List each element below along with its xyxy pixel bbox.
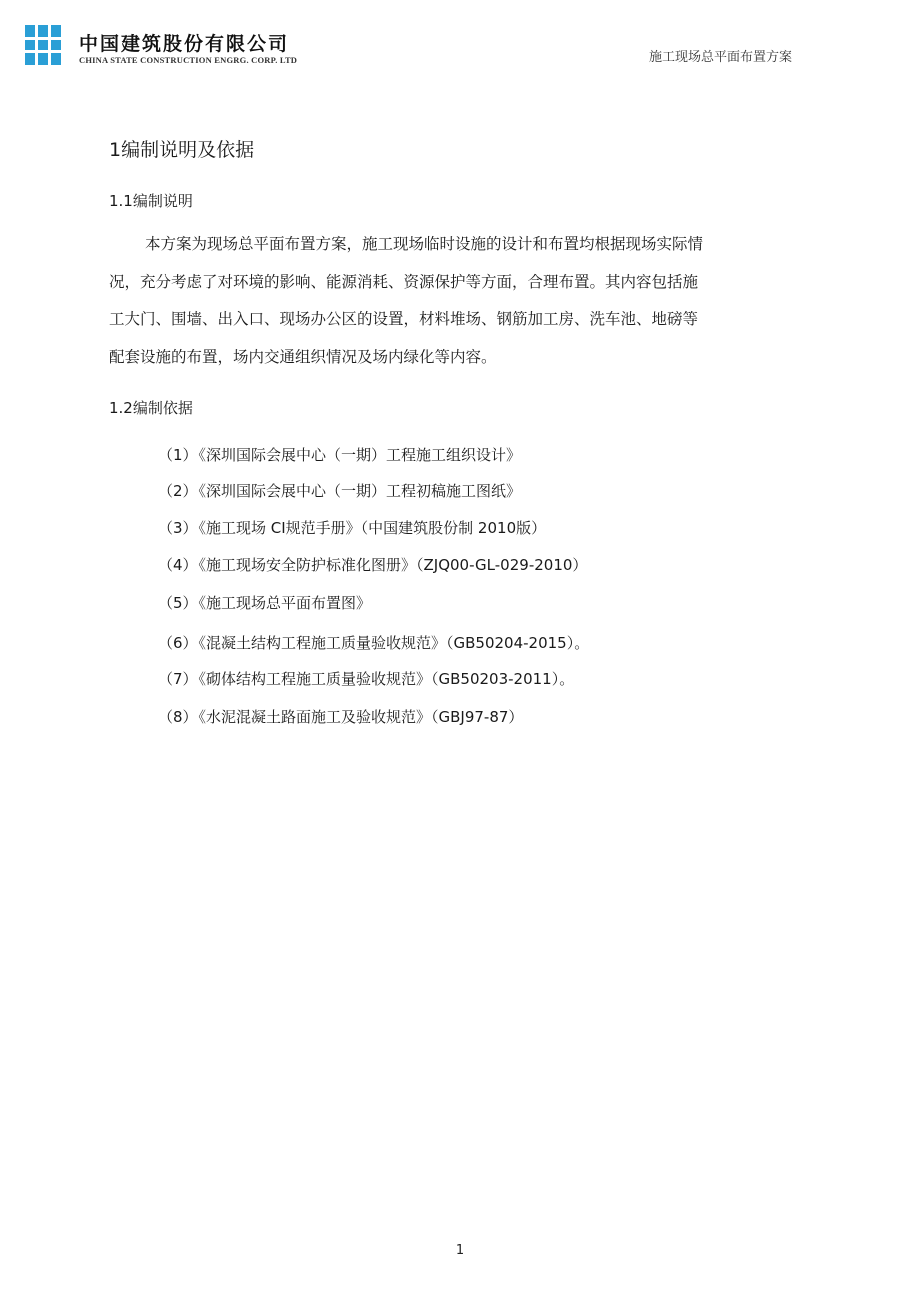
company-name-en: CHINA STATE CONSTRUCTION ENGRG. CORP. LTD [79,55,298,65]
company-logo [25,25,325,71]
reference-number: （4） [158,556,198,574]
reference-item [158,517,546,538]
reference-text: 《深圳国际会展中心（一期）工程初稿施工图纸》 [191,482,522,500]
reference-number: （1） [158,446,198,464]
reference-text: 《砌体结构工程施工质量验收规范》（GB50203-2011）。 [191,670,575,688]
section-1-2-heading: 1.2编制依据 [109,399,193,417]
reference-item [158,592,371,613]
page-header [0,0,920,80]
reference-text: 《水泥混凝土路面施工及验收规范》（GBJ97-87） [191,708,524,726]
running-title: 施工现场总平面布置方案 [648,50,792,65]
page-number: 1 [455,1243,465,1258]
reference-text: 《混凝土结构工程施工质量验收规范》（GB50204-2015）。 [191,634,590,652]
section-1-heading: 1编制说明及依据 [109,139,255,161]
reference-item [158,668,574,689]
reference-item [158,632,589,653]
paragraph-line: 本方案为现场总平面布置方案，施工现场临时设施的设计和布置均根据现场实际情 [145,235,704,253]
reference-number: （3） [158,519,198,537]
company-emblem-icon [25,25,61,65]
section-1-1-paragraph [109,226,769,376]
reference-text: 《施工现场 CI规范手册》（中国建筑股份制 2010版） [191,519,547,537]
reference-number: （8） [158,708,198,726]
reference-text: 《施工现场安全防护标准化图册》（ZJQ00-GL-029-2010） [191,556,588,574]
reference-number: （5） [158,594,198,612]
paragraph-line: 工大门、围墙、出入口、现场办公区的设置，材料堆场、钢筋加工房、洗车池、地磅等 [109,310,699,328]
reference-item [158,554,587,575]
reference-number: （2） [158,482,198,500]
section-1-1-heading: 1.1编制说明 [109,192,193,210]
reference-text: 《施工现场总平面布置图》 [191,594,372,612]
reference-item [158,480,521,501]
paragraph-line: 况，充分考虑了对环境的影响、能源消耗、资源保护等方面，合理布置。其内容包括施 [109,272,699,291]
paragraph-line: 配套设施的布置，场内交通组织情况及场内绿化等内容。 [109,347,497,366]
reference-text: 《深圳国际会展中心（一期）工程施工组织设计》 [191,446,522,464]
reference-number: （7） [158,670,198,688]
reference-item [158,706,523,727]
reference-item [158,444,521,465]
company-name-cn: 中国建筑股份有限公司 [79,33,290,55]
reference-number: （6） [158,634,198,652]
